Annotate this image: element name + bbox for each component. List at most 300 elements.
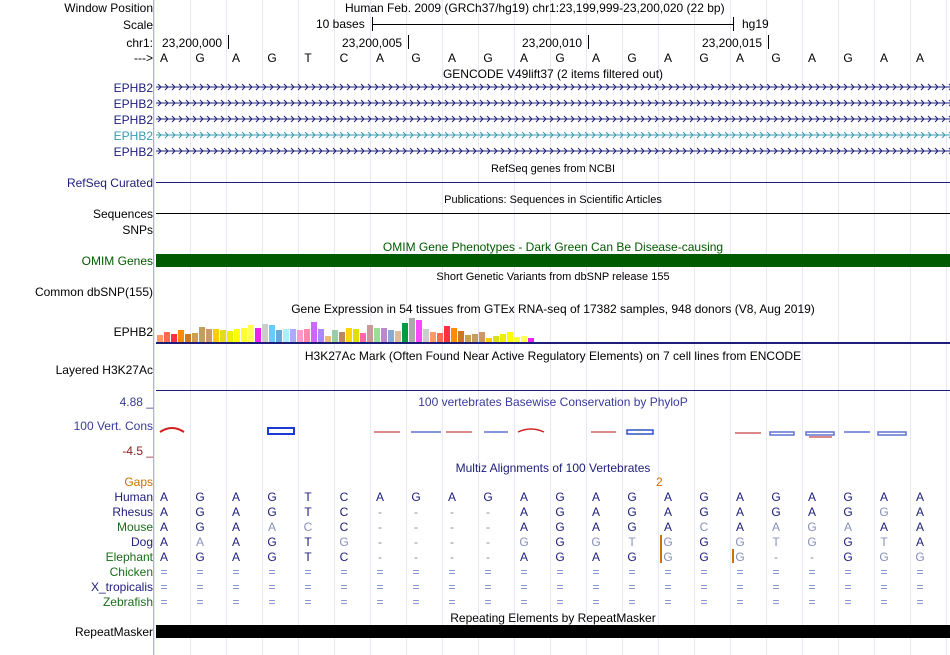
gtex-tissue-bar[interactable]: [451, 328, 457, 342]
alignment-base: =: [268, 565, 276, 579]
alignment-base: =: [556, 580, 564, 594]
reference-base: G: [483, 51, 493, 65]
alignment-base: A: [591, 505, 600, 519]
alignment-base: G: [879, 550, 889, 564]
alignment-base: A: [663, 520, 672, 534]
reference-base: A: [591, 51, 600, 65]
scale-label: Scale: [122, 18, 153, 32]
alignment-base: -: [486, 550, 490, 564]
phylop-track-title: 100 vertebrates Basewise Conservation by PhyloP: [418, 395, 688, 409]
gtex-track-label[interactable]: EPHB2: [113, 325, 153, 339]
refseq-feature-line[interactable]: [156, 182, 950, 183]
alignment-base: T: [304, 505, 312, 519]
gaps-label: Gaps: [124, 475, 153, 489]
alignment-base: G: [267, 550, 277, 564]
alignment-base: A: [519, 490, 528, 504]
alignment-base: =: [376, 580, 384, 594]
alignment-base: A: [159, 535, 168, 549]
alignment-base: =: [628, 565, 636, 579]
gtex-tissue-bar[interactable]: [297, 330, 303, 342]
omim-track-label[interactable]: OMIM Genes: [81, 254, 153, 268]
gtex-tissue-bar[interactable]: [157, 335, 163, 342]
alignment-base: A: [159, 520, 168, 534]
gtex-tissue-bar[interactable]: [283, 329, 289, 342]
alignment-base: A: [843, 520, 852, 534]
alignment-base: C: [303, 520, 313, 534]
gtex-tissue-bar[interactable]: [248, 325, 254, 342]
alignment-base: =: [880, 565, 888, 579]
grid-line: [154, 0, 155, 655]
alignment-base: =: [844, 595, 852, 609]
alignment-base: =: [844, 580, 852, 594]
h3k27ac-baseline: [156, 390, 950, 391]
alignment-base: G: [627, 505, 637, 519]
alignment-base: A: [267, 520, 276, 534]
gtex-tissue-bar[interactable]: [227, 331, 233, 342]
alignment-base: G: [879, 505, 889, 519]
gtex-tissue-bar[interactable]: [479, 332, 485, 342]
dbsnp-track-label[interactable]: Common dbSNP(155): [34, 285, 153, 299]
gtex-tissue-bar[interactable]: [458, 331, 464, 342]
alignment-base: =: [700, 580, 708, 594]
alignment-base: =: [664, 580, 672, 594]
alignment-base: =: [448, 565, 456, 579]
gencode-track-title: GENCODE V49lift37 (2 items filtered out): [442, 67, 664, 81]
gencode-item-label[interactable]: EPHB2: [113, 81, 153, 95]
gtex-tissue-bar[interactable]: [374, 328, 380, 342]
alignment-base: A: [231, 535, 240, 549]
alignment-base: G: [555, 550, 565, 564]
species-label[interactable]: Chicken: [109, 565, 153, 579]
gencode-transcript-line[interactable]: [156, 131, 950, 139]
alignment-base: =: [772, 595, 780, 609]
alignment-base: =: [376, 595, 384, 609]
gtex-tissue-bar[interactable]: [409, 318, 415, 342]
alignment-base: A: [879, 520, 888, 534]
gtex-tissue-bar[interactable]: [311, 322, 317, 342]
alignment-base: =: [736, 595, 744, 609]
insertion-marker: [660, 535, 662, 549]
alignment-base: -: [378, 535, 382, 549]
alignment-base: =: [808, 580, 816, 594]
insertion-marker: [660, 549, 662, 563]
gtex-tissue-bar[interactable]: [437, 333, 443, 342]
alignment-base: A: [807, 505, 816, 519]
alignment-base: -: [486, 535, 490, 549]
gtex-bar-chart[interactable]: [156, 310, 556, 342]
omim-track-title: OMIM Gene Phenotypes - Dark Green Can Be Disease-causing: [382, 240, 724, 254]
repeatmasker-feature-bar[interactable]: [156, 625, 950, 638]
alignment-base: T: [880, 535, 888, 549]
gtex-tissue-bar[interactable]: [339, 332, 345, 342]
reference-base: G: [771, 51, 781, 65]
gtex-tissue-bar[interactable]: [346, 328, 352, 342]
alignment-base: G: [807, 520, 817, 534]
strand-label: --->: [134, 51, 153, 65]
gtex-tissue-bar[interactable]: [220, 330, 226, 342]
phylop-mark: [806, 432, 834, 435]
gtex-tissue-bar[interactable]: [213, 329, 219, 342]
alignment-base: =: [232, 580, 240, 594]
species-label[interactable]: Elephant: [105, 550, 153, 564]
alignment-base: A: [591, 490, 600, 504]
alignment-base: -: [414, 550, 418, 564]
reference-base: G: [627, 51, 637, 65]
alignment-base: A: [915, 490, 924, 504]
gencode-transcript-line[interactable]: [156, 115, 950, 123]
alignment-base: =: [520, 565, 528, 579]
reference-base: A: [879, 51, 888, 65]
phylop-mark: [878, 432, 906, 435]
gencode-item-label[interactable]: EPHB2: [113, 97, 153, 111]
alignment-base: =: [484, 595, 492, 609]
gtex-tissue-bar[interactable]: [206, 329, 212, 342]
alignment-base: A: [519, 505, 528, 519]
phylop-mark-g: [268, 428, 294, 434]
dbsnp-track-title: Short Genetic Variants from dbSNP release 155: [436, 271, 670, 283]
alignment-base: G: [771, 505, 781, 519]
alignment-base: A: [735, 520, 744, 534]
publications-track-label[interactable]: Sequences: [92, 207, 153, 221]
reference-base: G: [843, 51, 853, 65]
alignment-base: C: [339, 490, 349, 504]
alignment-base: A: [519, 550, 528, 564]
phylop-mark: [518, 429, 544, 432]
phylop-mark: [770, 432, 794, 435]
alignment-base: T: [304, 550, 312, 564]
alignment-base: A: [663, 490, 672, 504]
alignment-base: C: [339, 505, 349, 519]
alignment-base: A: [915, 505, 924, 519]
gtex-tissue-bar[interactable]: [269, 325, 275, 342]
alignment-base: =: [484, 565, 492, 579]
alignment-base: =: [520, 580, 528, 594]
alignment-base: G: [843, 505, 853, 519]
alignment-base: G: [807, 535, 817, 549]
gtex-tissue-bar[interactable]: [507, 332, 513, 342]
alignment-base: =: [628, 595, 636, 609]
alignment-base: -: [378, 550, 382, 564]
gtex-tissue-bar[interactable]: [381, 328, 387, 342]
alignment-base: C: [699, 520, 709, 534]
alignment-base: =: [412, 565, 420, 579]
ruler-tick-label: 23,200,005: [342, 36, 403, 50]
alignment-base: A: [159, 505, 168, 519]
alignment-base: G: [267, 505, 277, 519]
species-label[interactable]: Zebrafish: [102, 595, 153, 609]
alignment-base: G: [519, 535, 529, 549]
gtex-tissue-bar[interactable]: [185, 334, 191, 342]
gencode-item-label[interactable]: EPHB2: [113, 113, 153, 127]
alignment-base: G: [663, 550, 673, 564]
alignment-base: =: [232, 595, 240, 609]
reference-base: A: [159, 51, 168, 65]
ruler-tick: [588, 35, 589, 49]
alignment-base: =: [592, 565, 600, 579]
gtex-tissue-bar[interactable]: [472, 334, 478, 342]
alignment-base: A: [519, 520, 528, 534]
alignment-base: G: [195, 520, 205, 534]
gtex-tissue-bar[interactable]: [171, 334, 177, 342]
alignment-base: A: [807, 490, 816, 504]
alignment-base: =: [772, 580, 780, 594]
snps-track-label[interactable]: SNPs: [122, 223, 153, 237]
alignment-base: G: [627, 490, 637, 504]
gencode-item-label[interactable]: EPHB2: [113, 129, 153, 143]
ruler-tick-label: 23,200,015: [702, 36, 763, 50]
gtex-tissue-bar[interactable]: [402, 323, 408, 342]
alignment-base: =: [628, 580, 636, 594]
alignment-base: G: [627, 520, 637, 534]
alignment-base: G: [699, 550, 709, 564]
alignment-base: =: [700, 595, 708, 609]
alignment-base: =: [448, 595, 456, 609]
alignment-base: =: [160, 595, 168, 609]
alignment-base: A: [663, 505, 672, 519]
gtex-tissue-bar[interactable]: [199, 327, 205, 342]
reference-base: G: [699, 51, 709, 65]
publications-track-title: Publications: Sequences in Scientific Articles: [444, 194, 662, 206]
multiz-track-title: Multiz Alignments of 100 Vertebrates: [455, 461, 651, 475]
alignment-base: =: [196, 580, 204, 594]
alignment-base: G: [591, 535, 601, 549]
reference-base: T: [304, 51, 312, 65]
alignment-base: -: [450, 505, 454, 519]
reference-base: A: [231, 51, 240, 65]
alignment-base: =: [340, 595, 348, 609]
reference-base: A: [807, 51, 816, 65]
gencode-transcript-line[interactable]: [156, 83, 950, 91]
gtex-gene-line: [156, 342, 950, 344]
gtex-tissue-bar[interactable]: [234, 329, 240, 342]
alignment-base: A: [447, 490, 456, 504]
alignment-base: G: [555, 535, 565, 549]
reference-base: A: [735, 51, 744, 65]
alignment-base: A: [771, 520, 780, 534]
alignment-base: G: [483, 490, 493, 504]
scale-value: 10 bases: [316, 17, 365, 31]
gtex-tissue-bar[interactable]: [423, 329, 429, 342]
alignment-base: -: [378, 520, 382, 534]
gencode-item-label[interactable]: EPHB2: [113, 145, 153, 159]
gencode-transcript-line[interactable]: [156, 99, 950, 107]
repeatmasker-track-title: Repeating Elements by RepeatMasker: [450, 611, 656, 625]
phylop-ymax: 4.88 _: [119, 395, 153, 409]
alignment-base: A: [915, 520, 924, 534]
gtex-tissue-bar[interactable]: [500, 334, 506, 342]
window-position-label: Window Position: [64, 1, 153, 15]
chrom-label: chr1:: [126, 36, 153, 50]
alignment-base: -: [450, 520, 454, 534]
gtex-tissue-bar[interactable]: [367, 325, 373, 342]
gtex-tissue-bar[interactable]: [360, 333, 366, 342]
alignment-base: =: [556, 595, 564, 609]
alignment-base: G: [411, 490, 421, 504]
alignment-base: =: [160, 580, 168, 594]
alignment-base: -: [810, 550, 814, 564]
species-label[interactable]: Dog: [130, 535, 153, 549]
alignment-base: -: [774, 550, 778, 564]
gtex-track-title: Gene Expression in 54 tissues from GTEx RNA-seq of 17382 samples, 948 donors (V8, Aug 2019): [291, 302, 815, 316]
reference-base: A: [447, 51, 456, 65]
alignment-base: A: [231, 490, 240, 504]
species-label[interactable]: X_tropicalis: [90, 580, 153, 594]
omim-feature-bar[interactable]: [156, 254, 950, 267]
alignment-base: A: [159, 490, 168, 504]
alignment-base: =: [412, 580, 420, 594]
alignment-base: A: [879, 490, 888, 504]
gtex-tissue-bar[interactable]: [318, 329, 324, 342]
gtex-tissue-bar[interactable]: [192, 333, 198, 342]
alignment-base: -: [378, 505, 382, 519]
species-label[interactable]: Human: [114, 490, 153, 504]
alignment-base: A: [735, 490, 744, 504]
alignment-base: A: [375, 490, 384, 504]
gtex-tissue-bar[interactable]: [388, 330, 394, 342]
alignment-base: A: [735, 505, 744, 519]
alignment-base: =: [880, 580, 888, 594]
alignment-base: G: [195, 550, 205, 564]
gtex-tissue-bar[interactable]: [241, 328, 247, 342]
alignment-base: G: [663, 535, 673, 549]
alignment-base: G: [915, 550, 925, 564]
alignment-base: =: [340, 580, 348, 594]
alignment-base: =: [304, 565, 312, 579]
alignment-base: =: [340, 565, 348, 579]
alignment-base: G: [627, 550, 637, 564]
alignment-base: G: [735, 550, 745, 564]
gtex-tissue-bar[interactable]: [416, 320, 422, 342]
h3k27ac-track-label[interactable]: Layered H3K27Ac: [55, 363, 153, 377]
scale-bar: [372, 24, 734, 25]
alignment-base: -: [450, 535, 454, 549]
gtex-tissue-bar[interactable]: [290, 329, 296, 342]
gtex-tissue-bar[interactable]: [304, 329, 310, 342]
phylop-mark: [627, 430, 653, 434]
alignment-base: G: [735, 535, 745, 549]
alignment-base: =: [556, 565, 564, 579]
gtex-tissue-bar[interactable]: [164, 332, 170, 342]
gtex-tissue-bar[interactable]: [332, 330, 338, 342]
alignment-base: A: [231, 505, 240, 519]
phylop-mark-a: [160, 428, 184, 432]
gencode-transcript-line[interactable]: [156, 147, 950, 155]
reference-base: A: [663, 51, 672, 65]
gtex-tissue-bar[interactable]: [395, 331, 401, 342]
alignment-base: T: [304, 535, 312, 549]
alignment-base: -: [414, 505, 418, 519]
alignment-base: G: [699, 490, 709, 504]
reference-base: A: [375, 51, 384, 65]
alignment-base: =: [448, 580, 456, 594]
alignment-base: A: [591, 550, 600, 564]
phylop-logo[interactable]: [156, 420, 950, 442]
alignment-base: G: [699, 505, 709, 519]
alignment-base: =: [916, 565, 924, 579]
alignment-base: G: [195, 490, 205, 504]
alignment-base: G: [267, 535, 277, 549]
alignment-base: =: [808, 595, 816, 609]
alignment-base: G: [771, 490, 781, 504]
alignment-base: A: [231, 550, 240, 564]
reference-base: A: [915, 51, 924, 65]
gtex-tissue-bar[interactable]: [444, 326, 450, 342]
alignment-base: G: [555, 520, 565, 534]
refseq-track-label[interactable]: RefSeq Curated: [66, 176, 153, 190]
ruler-tick-label: 23,200,000: [162, 36, 223, 50]
phylop-track-label[interactable]: 100 Vert. Cons: [73, 419, 153, 433]
reference-base: G: [411, 51, 421, 65]
gtex-tissue-bar[interactable]: [262, 324, 268, 342]
alignment-base: =: [520, 595, 528, 609]
alignment-base: =: [700, 565, 708, 579]
alignment-base: G: [699, 535, 709, 549]
alignment-base: =: [196, 595, 204, 609]
h3k27ac-track-title: H3K27Ac Mark (Often Found Near Active Regulatory Elements) on 7 cell lines from ENCODE: [304, 349, 802, 363]
gap-count: 2: [656, 475, 663, 489]
alignment-base: G: [843, 490, 853, 504]
gtex-tissue-bar[interactable]: [430, 332, 436, 342]
alignment-base: G: [555, 505, 565, 519]
gtex-tissue-bar[interactable]: [255, 328, 261, 342]
gtex-tissue-bar[interactable]: [276, 330, 282, 342]
alignment-base: A: [159, 550, 168, 564]
species-label[interactable]: Rhesus: [112, 505, 153, 519]
alignment-base: =: [592, 580, 600, 594]
alignment-base: A: [195, 535, 204, 549]
alignment-base: =: [304, 595, 312, 609]
publications-feature-line[interactable]: [156, 213, 950, 214]
alignment-base: =: [736, 565, 744, 579]
alignment-base: =: [160, 565, 168, 579]
repeatmasker-track-label[interactable]: RepeatMasker: [74, 625, 153, 639]
ruler-tick-label: 23,200,010: [522, 36, 583, 50]
window-position-value: Human Feb. 2009 (GRCh37/hg19) chr1:23,199,999-23,200,020 (22 bp): [345, 1, 725, 15]
alignment-base: T: [772, 535, 780, 549]
reference-base: A: [519, 51, 528, 65]
alignment-base: =: [376, 565, 384, 579]
alignment-base: G: [843, 535, 853, 549]
alignment-base: =: [916, 580, 924, 594]
alignment-base: =: [772, 565, 780, 579]
alignment-base: A: [591, 520, 600, 534]
alignment-base: G: [555, 490, 565, 504]
reference-base: C: [339, 51, 349, 65]
label-divider: [153, 0, 154, 655]
alignment-base: G: [195, 505, 205, 519]
alignment-base: =: [844, 565, 852, 579]
alignment-base: =: [916, 595, 924, 609]
reference-base: G: [267, 51, 277, 65]
alignment-base: -: [450, 550, 454, 564]
refseq-track-title: RefSeq genes from NCBI: [490, 163, 616, 175]
alignment-base: =: [664, 595, 672, 609]
ruler-tick: [228, 35, 229, 49]
alignment-base: =: [880, 595, 888, 609]
alignment-base: T: [628, 535, 636, 549]
alignment-base: =: [268, 580, 276, 594]
gtex-tissue-bar[interactable]: [465, 335, 471, 342]
alignment-base: G: [339, 535, 349, 549]
alignment-base: =: [412, 595, 420, 609]
alignment-base: =: [304, 580, 312, 594]
alignment-base: T: [304, 490, 312, 504]
scale-assembly: hg19: [742, 17, 769, 31]
gtex-tissue-bar[interactable]: [178, 330, 184, 342]
species-label[interactable]: Mouse: [116, 520, 153, 534]
gtex-tissue-bar[interactable]: [353, 329, 359, 342]
alignment-base: =: [268, 595, 276, 609]
